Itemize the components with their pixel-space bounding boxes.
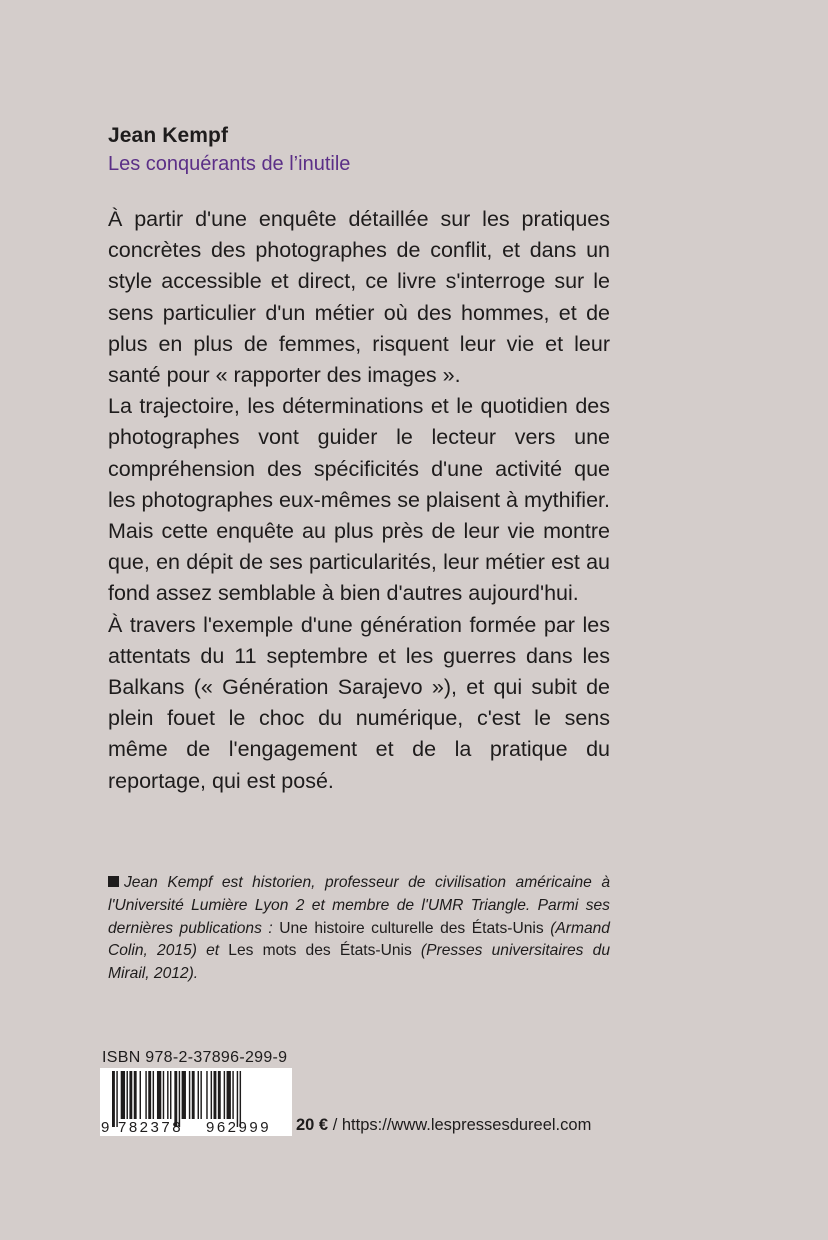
- barcode-bar: [140, 1071, 141, 1119]
- barcode-bar: [157, 1071, 161, 1119]
- barcode-bar: [189, 1071, 190, 1119]
- barcode-bar: [198, 1071, 199, 1119]
- barcode-bar: [214, 1071, 217, 1119]
- barcode-digits-right: 962999: [206, 1119, 272, 1136]
- author-name: Jean Kempf: [108, 124, 229, 147]
- bio-text: Jean Kempf est historien, professeur de civilisation américaine à l'Université Lumière Lyon 2 et membre de l'UMR Triangle.: [108, 874, 610, 914]
- barcode-bar: [232, 1071, 233, 1119]
- barcode-bar: [224, 1071, 225, 1119]
- barcode-bar: [153, 1071, 154, 1119]
- barcode-bar: [170, 1071, 171, 1119]
- barcode-bar: [129, 1071, 132, 1119]
- barcode-bar: [148, 1071, 151, 1119]
- barcode-digit-first: 9: [101, 1119, 110, 1136]
- barcode-bar: [200, 1071, 201, 1119]
- barcode-bar: [145, 1071, 146, 1119]
- barcode-digits-left: 782378: [118, 1119, 184, 1136]
- barcode: [100, 1068, 292, 1136]
- square-bullet-icon: [108, 876, 119, 887]
- publisher-url[interactable]: / https://www.lespressesdureel.com: [328, 1116, 592, 1134]
- barcode-bar: [206, 1071, 207, 1119]
- publication-title: Une histoire culturelle des États-Unis: [279, 919, 544, 937]
- publication-title: Les mots des États-Unis: [228, 942, 412, 960]
- barcode-bar: [167, 1071, 168, 1119]
- barcode-bar: [182, 1071, 186, 1119]
- blurb: [108, 204, 610, 797]
- barcode-bar: [127, 1071, 128, 1119]
- blurb-paragraph: La trajectoire, les déterminations et le quotidien des photographes vont guider le lecteur vers une compréhension des spécificités d'une activité que les photographes eux-mêmes se plaisent à mythifier. Mais cette enquête au plus près de leur vie montre que, en dépit de ses particularités, leur métier est au fond assez semblable à bien d'autres aujourd'hui.: [108, 394, 610, 606]
- publication-publisher: (Presses universitaires du Mirail, 2012).: [108, 942, 610, 983]
- barcode-graphic: [100, 1068, 292, 1136]
- barcode-bar: [211, 1071, 212, 1119]
- price-and-url: [296, 1116, 591, 1135]
- price: 20 €: [296, 1116, 329, 1134]
- isbn: ISBN 978-2-37896-299-9: [102, 1049, 288, 1066]
- book-title: Les conquérants de l’inutile: [108, 153, 351, 175]
- barcode-bar: [218, 1071, 221, 1119]
- barcode-bar: [134, 1071, 137, 1119]
- author-bio: [108, 872, 610, 986]
- blurb-paragraph: À travers l'exemple d'une génération formée par les attentats du 11 septembre et les guerres dans les Balkans (« Génération Sarajevo »), et qui subit de plein fouet le choc du numérique, c'est le sens même de l'engagement et de la pratique du reportage, qui est posé.: [108, 612, 610, 793]
- blurb-paragraph: À partir d'une enquête détaillée sur les pratiques concrètes des photographes de conflit, et dans un style accessible et direct, ce livre s'interroge sur le sens particulier d'un métier où des hommes, et de plus en plus de femmes, risquent leur vie et leur santé pour « rapporter des images ».: [108, 207, 610, 388]
- barcode-bar: [121, 1071, 125, 1119]
- barcode-bar: [227, 1071, 231, 1119]
- barcode-bar: [192, 1071, 195, 1119]
- publication-publisher: (Armand Colin, 2015) et: [108, 919, 610, 960]
- barcode-bar: [112, 1071, 115, 1127]
- barcode-bar: [163, 1071, 164, 1119]
- publications-intro: Parmi ses dernières publications :: [108, 896, 610, 937]
